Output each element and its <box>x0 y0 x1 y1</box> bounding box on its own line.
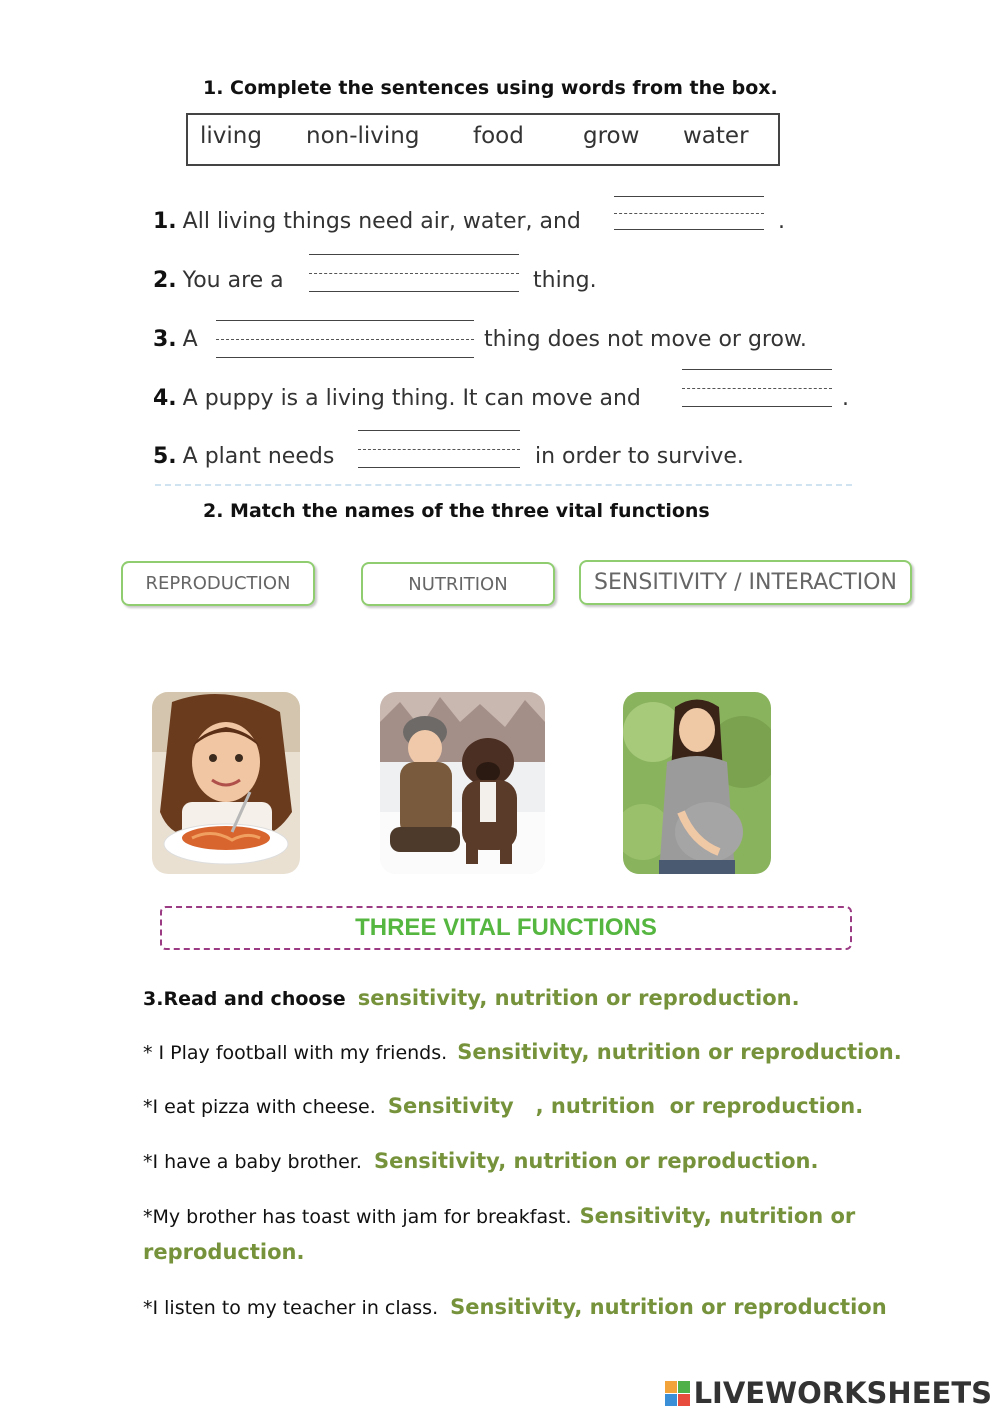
answer-choice[interactable]: Sensitivity, nutrition or reproduction. <box>457 1040 902 1064</box>
girl-eating-illustration <box>152 692 300 874</box>
liveworksheets-logo <box>665 1376 992 1410</box>
answer-choice-continued[interactable]: reproduction. <box>143 1240 305 1264</box>
answer-choice[interactable]: Sensitivity, nutrition or <box>579 1204 856 1228</box>
section3-heading <box>143 986 800 1010</box>
sentence-2 <box>153 268 284 293</box>
function-box-sensitivity[interactable]: SENSITIVITY / INTERACTION <box>579 560 912 605</box>
answer-choice[interactable]: Sensitivity , nutrition or reproduction. <box>387 1094 864 1118</box>
sentence-3 <box>153 327 198 352</box>
question-text: *I have a baby brother. <box>143 1151 362 1173</box>
sentence-end: in order to survive. <box>535 444 744 469</box>
answer-choice[interactable]: Sensitivity, nutrition or reproduction <box>450 1295 887 1319</box>
question-text: *I listen to my teacher in class. <box>143 1297 439 1319</box>
function-box-nutrition[interactable]: NUTRITION <box>361 562 555 606</box>
word-box-item: food <box>473 123 524 149</box>
word-box-item: non-living <box>306 123 420 149</box>
sentence-number: 3. <box>153 327 177 352</box>
sentence-text: A <box>182 327 198 352</box>
sentence-number: 4. <box>153 386 177 411</box>
answer-blank-3[interactable] <box>216 320 474 358</box>
sentence-end: thing. <box>533 268 597 293</box>
three-vital-functions-banner: THREE VITAL FUNCTIONS <box>160 906 852 950</box>
section3-choice: sensitivity, nutrition or reproduction. <box>357 986 800 1010</box>
sentence-1 <box>153 209 581 234</box>
sentence-end: thing does not move or grow. <box>484 327 807 352</box>
sentence-number: 5. <box>153 444 177 469</box>
question-item <box>143 1149 818 1173</box>
sentence-number: 2. <box>153 268 177 293</box>
question-text: *My brother has toast with jam for breakfast. <box>143 1206 572 1228</box>
photo-boy-with-dog[interactable] <box>380 692 545 874</box>
logo-text: LIVEWORKSHEETS <box>693 1376 992 1410</box>
answer-blank-1[interactable] <box>614 196 764 230</box>
section2-heading: 2. Match the names of the three vital functions <box>203 500 710 522</box>
word-box-item: water <box>683 123 749 149</box>
question-item <box>143 1295 887 1319</box>
word-box <box>186 113 780 166</box>
answer-choice[interactable]: Sensitivity, nutrition or reproduction. <box>373 1149 819 1173</box>
sentence-4 <box>153 386 641 411</box>
section1-heading: 1. Complete the sentences using words from the box. <box>203 77 778 99</box>
sentence-text: All living things need air, water, and <box>182 209 581 234</box>
photo-girl-eating[interactable] <box>152 692 300 874</box>
answer-blank-2[interactable] <box>309 254 519 292</box>
question-item <box>143 1040 902 1064</box>
question-item <box>143 1204 855 1228</box>
photo-pregnant-woman[interactable] <box>623 692 771 874</box>
function-box-reproduction[interactable]: REPRODUCTION <box>121 561 315 606</box>
word-box-item: living <box>200 123 262 149</box>
sentence-text: You are a <box>182 268 284 293</box>
word-box-item: grow <box>583 123 640 149</box>
question-item <box>143 1094 863 1118</box>
sentence-text: A puppy is a living thing. It can move and <box>182 386 641 411</box>
answer-blank-5[interactable] <box>358 430 520 468</box>
section3-title: 3.Read and choose <box>143 988 346 1010</box>
answer-blank-4[interactable] <box>682 369 832 407</box>
sentence-number: 1. <box>153 209 177 234</box>
question-text: * I Play football with my friends. <box>143 1042 448 1064</box>
sentence-end: . <box>842 386 849 411</box>
boy-with-dog-illustration <box>380 692 545 874</box>
question-text: *I eat pizza with cheese. <box>143 1096 376 1118</box>
sentence-text: A plant needs <box>182 444 335 469</box>
pregnant-woman-illustration <box>623 692 771 874</box>
sentence-5 <box>153 444 334 469</box>
sentence-end: . <box>778 209 785 234</box>
section-divider <box>155 484 852 486</box>
liveworksheets-grid-icon <box>665 1381 690 1406</box>
